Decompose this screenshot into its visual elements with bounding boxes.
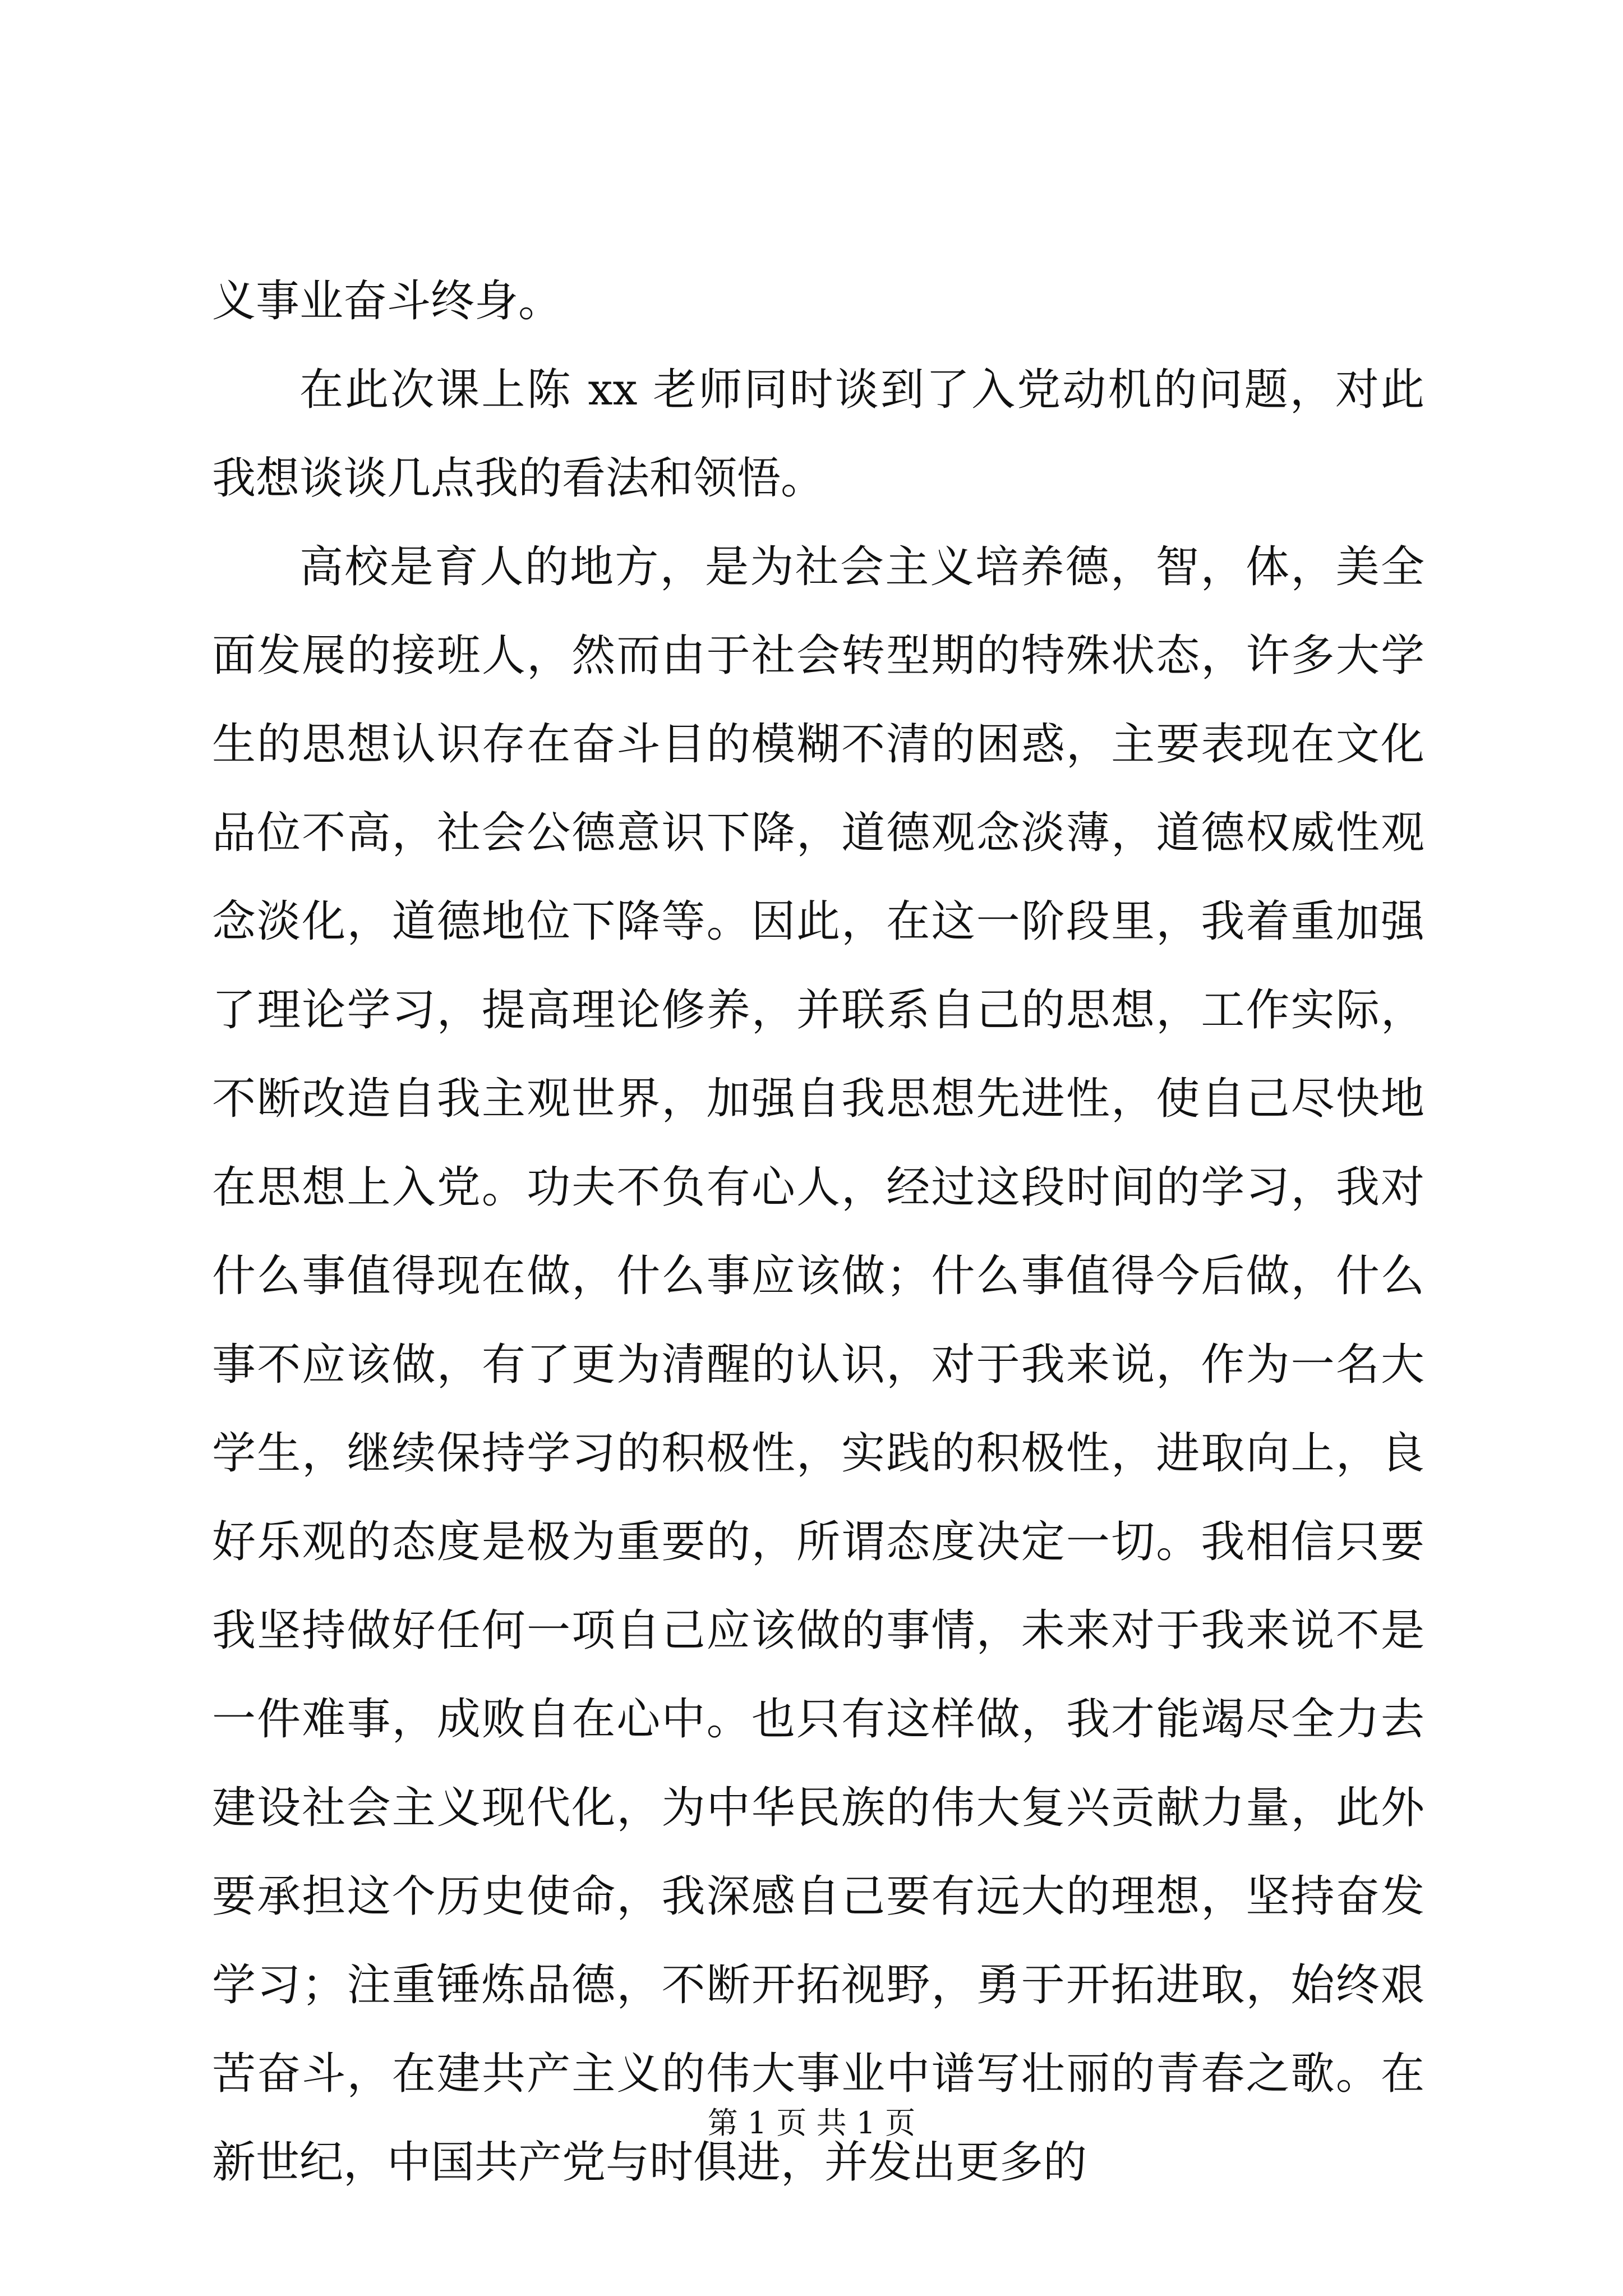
document-body xyxy=(212,257,1424,2207)
paragraph-university: 高校是育人的地方，是为社会主义培养德，智，体，美全面发展的接班人，然而由于社会转型期的特殊状态，许多大学生的思想认识存在奋斗目的模糊不清的困惑，主要表现在文化品位不高，社会公德意识下降，道德观念淡薄，道德权威性观念淡化，道德地位下降等。因此，在这一阶段里，我着重加强了理论学习，提高理论修养，并联系自己的思想，工作实际，不断改造自我主观世界，加强自我思想先进性，使自己尽快地在思想上入党。功夫不负有心人，经过这段时间的学习，我对什么事值得现在做，什么事应该做；什么事值得今后做，什么事不应该做，有了更为清醒的认识，对于我来说，作为一名大学生，继续保持学习的积极性，实践的积极性，进取向上，良好乐观的态度是极为重要的，所谓态度决定一切。我相信只要我坚持做好任何一项自己应该做的事情，未来对于我来说不是一件难事，成败自在心中。也只有这样做，我才能竭尽全力去建设社会主义现代化，为中华民族的伟大复兴贡献力量，此外要承担这个历史使命，我深感自己要有远大的理想，坚持奋发学习；注重锤炼品德，不断开拓视野，勇于开拓进取，始终艰苦奋斗，在建共产主义的伟大事业中谱写壮丽的青春之歌。在新世纪，中国共产党与时俱进，并发出更多的 xyxy=(212,542,1424,2188)
paragraph-motivation: 在此次课上陈 xx 老师同时谈到了入党动机的问题，对此我想谈谈几点我的看法和领悟。 xyxy=(212,365,1424,504)
page-footer: 第 1 页 共 1 页 xyxy=(707,2105,916,2141)
paragraph-continuation: 义事业奋斗终身。 xyxy=(212,276,562,326)
